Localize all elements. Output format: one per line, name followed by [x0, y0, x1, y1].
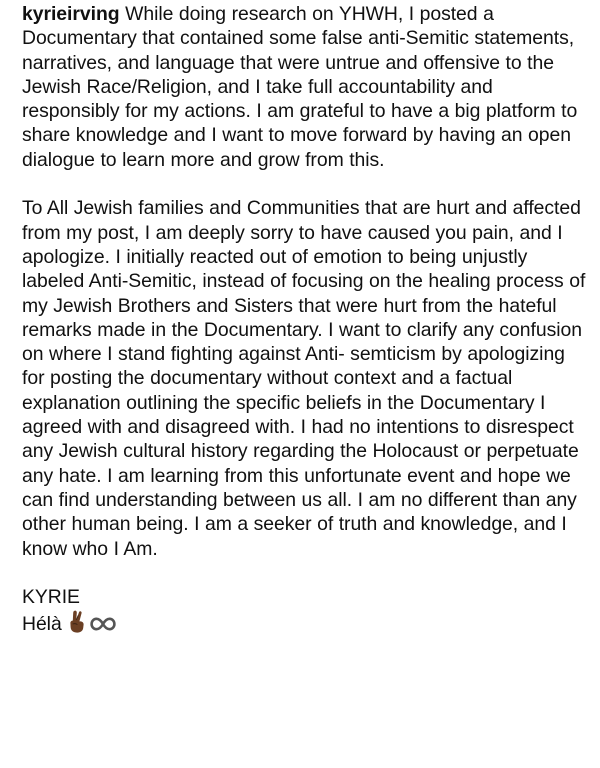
signature-line	[22, 609, 587, 639]
signature-word: Hélà	[22, 613, 62, 636]
caption-paragraph-2: To All Jewish families and Communities that are hurt and affected from my post, I am deeply sorry to have caused you pain, and I apologize. I initially reacted out of emotion to being unjustly labeled Anti-Semitic, instead of focusing on the healing process of my Jewish Brothers and Sisters that were hurt from the hateful remarks made in the Documentary. I want to clarify any confusion on where I stand fighting against Anti- semticism by apologizing for posting the documentary without context and a factual explanation outlining the specific beliefs in the Documentary I agreed with and disagreed with. I had no intentions to disrespect any Jewish cultural history regarding the Holocaust or perpetuate any hate. I am learning from this unfortunate event and hope we can find understanding between us all. I am no different than any other human being. I am a seeker of truth and knowledge, and I know who I Am.	[22, 197, 586, 560]
paragraph-spacer	[22, 172, 587, 196]
crossed-fingers-emoji-icon	[68, 609, 86, 639]
paragraph-spacer	[22, 561, 587, 585]
signature-name: KYRIE	[22, 586, 80, 609]
caption-paragraph-1	[22, 2, 587, 172]
username-link[interactable]: kyrieirving	[22, 3, 120, 25]
post-caption	[22, 2, 587, 640]
infinity-emoji-icon	[90, 613, 116, 637]
caption-text-1: While doing research on YHWH, I posted a Documentary that contained some false anti-Semitic statements, narratives, and language that were untrue and offensive to the Jewish Race/Religion, and I take full accountability and responsibly for my actions. I am grateful to have a big platform to share knowledge and I want to move forward by having an open dialogue to learn more and grow from this.	[22, 3, 578, 171]
